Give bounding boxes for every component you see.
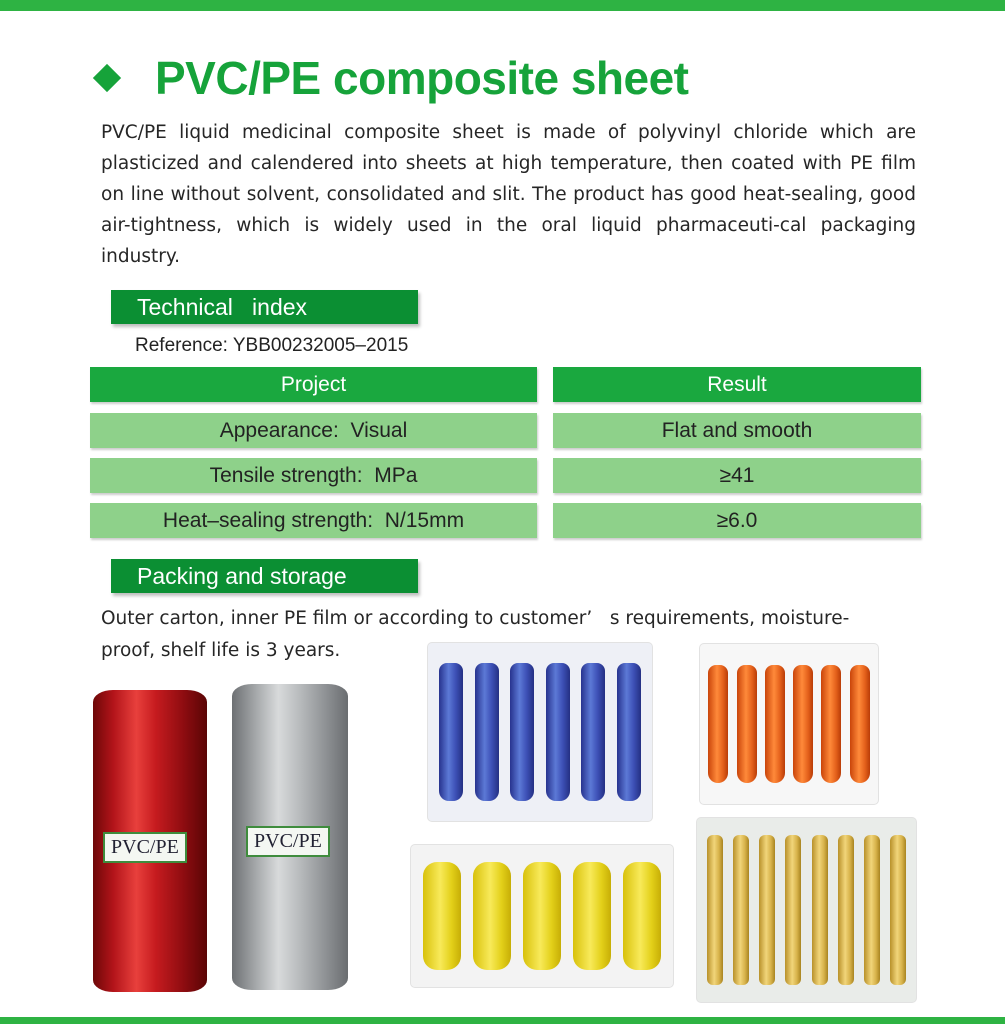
table-cell-project: Tensile strength: MPa <box>90 458 537 493</box>
packing-storage-tag: Packing and storage <box>111 559 418 593</box>
column-header-result: Result <box>553 367 921 402</box>
gray-pvc-roll-image <box>232 684 348 990</box>
packing-text: Outer carton, inner PE film or according to customer’ s requirements, moisture- proof, shelf life is 3 years. <box>101 608 850 661</box>
red-pvc-roll-image <box>93 690 207 992</box>
table-cell-project: Heat–sealing strength: N/15mm <box>90 503 537 538</box>
blue-vial-tray-image <box>428 643 652 821</box>
table-cell-result: Flat and smooth <box>553 413 921 448</box>
orange-vial-tray-image <box>700 644 878 804</box>
page-heading <box>97 48 689 108</box>
column-header-project: Project <box>90 367 537 402</box>
table-cell-project: Appearance: Visual <box>90 413 537 448</box>
table-cell-result: ≥6.0 <box>553 503 921 538</box>
amber-vial-pack-image <box>697 818 916 1002</box>
bottom-accent-bar <box>0 1017 1005 1024</box>
technical-index-tag: Technical index <box>111 290 418 324</box>
roll-label: PVC/PE <box>103 832 187 863</box>
reference-text: Reference: YBB00232005–2015 <box>135 335 409 356</box>
page-title: PVC/PE composite sheet <box>155 52 689 104</box>
table-cell-result: ≥41 <box>553 458 921 493</box>
diamond-icon <box>93 64 121 92</box>
top-accent-bar <box>0 0 1005 11</box>
product-description: PVC/PE liquid medicinal composite sheet is made of polyvinyl chloride which are plasticized and calendered into sheets at high temperature, then coated with PE film on line without solvent, consolidated and slit. The product has good heat-sealing, good air-tightness, which is widely used in the oral liquid pharmaceuti-cal packaging industry. <box>101 122 916 267</box>
yellow-vial-tray-image <box>411 845 673 987</box>
roll-label: PVC/PE <box>246 826 330 857</box>
